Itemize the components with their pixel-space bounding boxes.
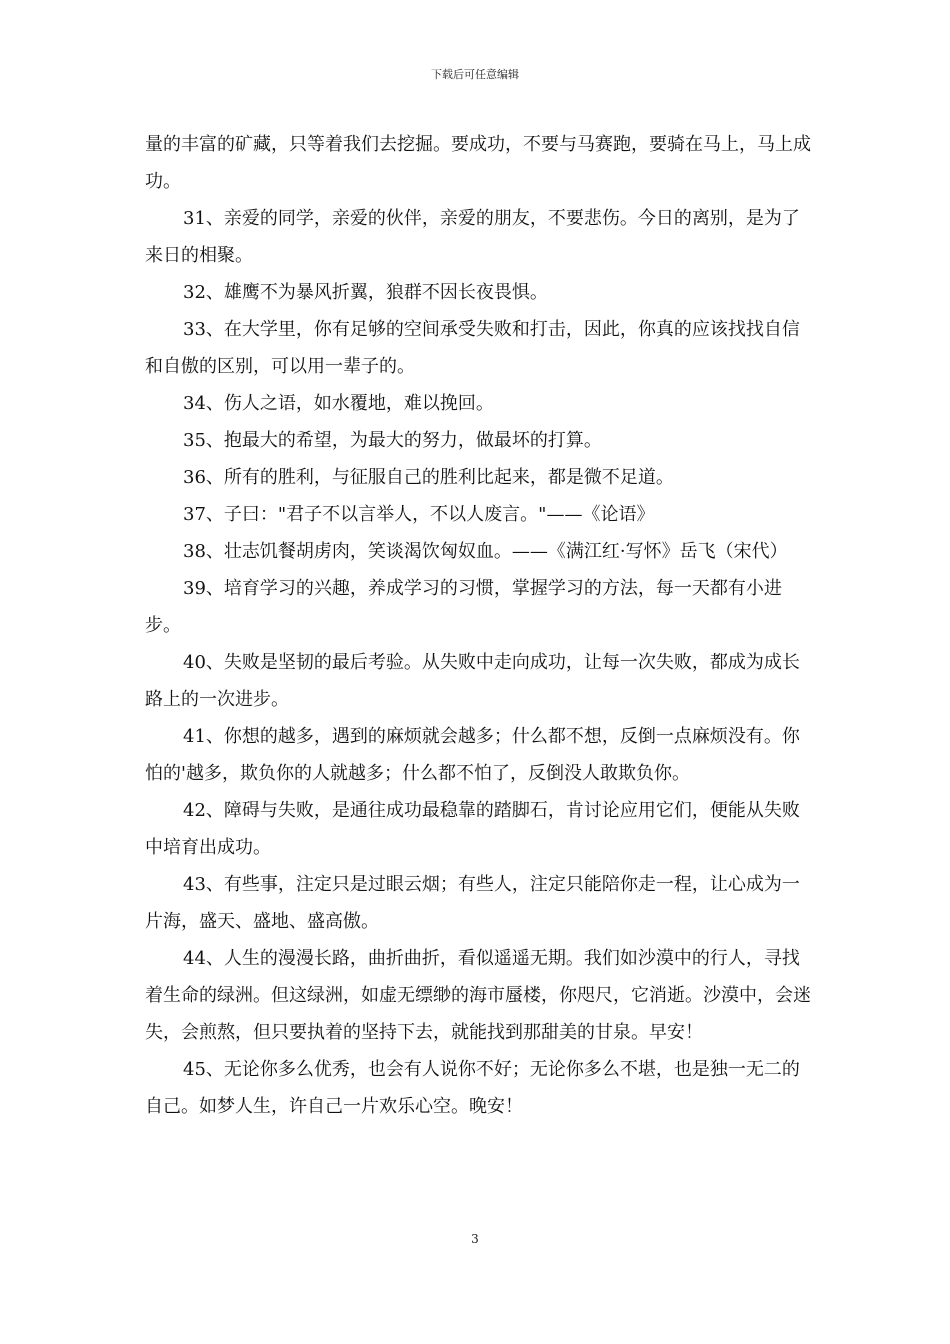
paragraph: 38、壮志饥餐胡虏肉，笑谈渴饮匈奴血。——《满江红·写怀》岳飞（宋代） xyxy=(183,541,788,562)
paragraph: 33、在大学里，你有足够的空间承受失败和打击，因此，你真的应该找找自信和自傲的区别，可以用一辈子的。 xyxy=(145,319,800,377)
paragraph: 32、雄鹰不为暴风折翼，狼群不因长夜畏惧。 xyxy=(183,282,548,303)
paragraph: 36、所有的胜利，与征服自己的胜利比起来，都是微不足道。 xyxy=(183,467,674,488)
paragraph: 39、培育学习的兴趣，养成学习的习惯，掌握学习的方法，每一天都有小进步。 xyxy=(145,578,782,636)
document-body xyxy=(145,126,813,1125)
paragraph: 44、人生的漫漫长路，曲折曲折，看似遥遥无期。我们如沙漠中的行人，寻找着生命的绿洲。但这绿洲，如虚无缥缈的海市蜃楼，你咫尺，它消逝。沙漠中，会迷失，会煎熬，但只要执着的坚持下去，就能找到那甜美的甘泉。早安！ xyxy=(145,948,811,1043)
paragraph: 34、伤人之语，如水覆地，难以挽回。 xyxy=(183,393,494,414)
paragraph: 42、障碍与失败，是通往成功最稳靠的踏脚石，肯讨论应用它们，便能从失败中培育出成功。 xyxy=(145,800,800,858)
paragraph: 量的丰富的矿藏，只等着我们去挖掘。要成功，不要与马赛跑，要骑在马上，马上成功。 xyxy=(145,134,811,192)
paragraph: 31、亲爱的同学，亲爱的伙伴，亲爱的朋友，不要悲伤。今日的离别，是为了来日的相聚。 xyxy=(145,208,800,266)
paragraph: 37、子曰："君子不以言举人，不以人废言。"——《论语》 xyxy=(183,504,655,525)
paragraph: 35、抱最大的希望，为最大的努力，做最坏的打算。 xyxy=(183,430,602,451)
paragraph: 41、你想的越多，遇到的麻烦就会越多；什么都不想，反倒一点麻烦没有。你怕的'越多，欺负你的人就越多；什么都不怕了，反倒没人敢欺负你。 xyxy=(145,726,800,784)
paragraph: 45、无论你多么优秀，也会有人说你不好；无论你多么不堪，也是独一无二的自己。如梦人生，许自己一片欢乐心空。晚安！ xyxy=(145,1059,800,1117)
page-header: 下载后可任意编辑 xyxy=(431,68,519,81)
page-number: 3 xyxy=(471,1232,479,1246)
paragraph: 43、有些事，注定只是过眼云烟；有些人，注定只能陪你走一程，让心成为一片海，盛天、盛地、盛高傲。 xyxy=(145,874,800,932)
paragraph: 40、失败是坚韧的最后考验。从失败中走向成功，让每一次失败，都成为成长路上的一次进步。 xyxy=(145,652,800,710)
